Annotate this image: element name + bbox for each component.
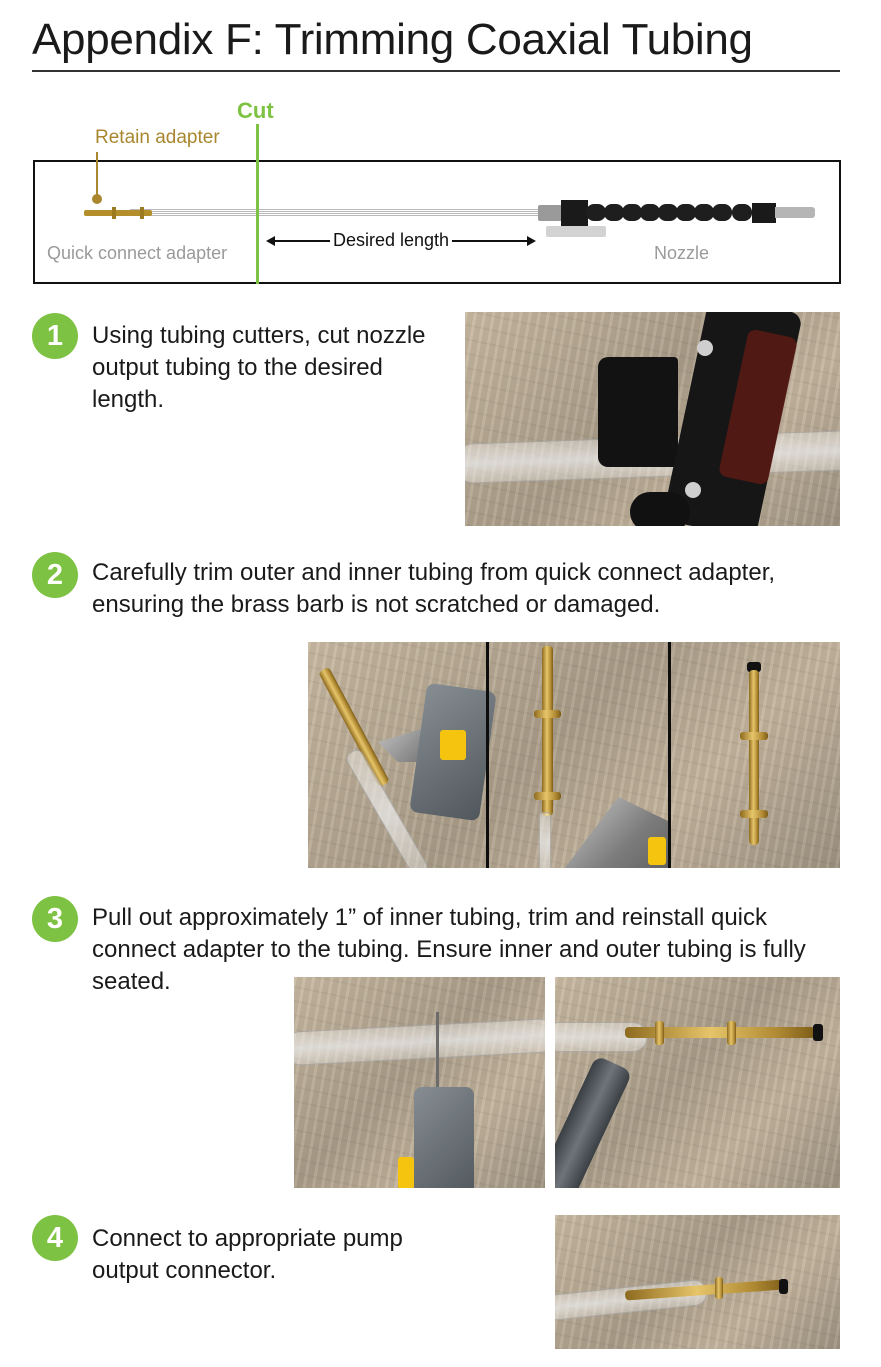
brass-ring [740,732,768,740]
screw-icon [697,340,713,356]
nozzle-end-block [752,203,776,223]
nozzle-label: Nozzle [654,243,710,263]
nozzle-segment [658,204,678,221]
knife-button [398,1157,414,1188]
photo-divider [668,642,671,868]
screw-icon [685,482,701,498]
page-title: Appendix F: Trimming Coaxial Tubing [32,15,753,64]
photo-divider [486,642,489,868]
nozzle-segment [732,204,752,221]
quick-connect-label: Quick connect adapter [47,243,228,263]
brass-barb [625,1027,815,1038]
retain-adapter-label: Retain adapter [95,127,220,148]
step-3-photo-reinstall [555,977,840,1188]
step-2-photo-strip [308,642,840,868]
brass-barb [749,670,759,845]
nozzle-fitting [538,205,562,221]
adapter-ring [112,207,116,219]
adapter-ring [140,207,144,219]
brass-barb [542,646,553,816]
nozzle-mount [546,226,606,237]
arrow-right-icon [527,236,536,246]
knife-button [440,730,466,760]
step-4-text: Connect to appropriate pump output connector. [92,1225,403,1284]
step-4-badge: 4 [32,1215,78,1261]
o-ring [813,1024,823,1041]
step-1-badge: 1 [32,313,78,359]
brass-ring [534,792,561,800]
step-2-badge: 2 [32,552,78,598]
step-1-photo-tubing-cutter [465,312,840,526]
cutter-jaw [598,357,678,467]
step-2-text: Carefully trim outer and inner tubing from quick connect adapter, ensuring the brass barb is not scratched or damaged. [92,559,776,618]
brass-ring [727,1021,736,1045]
utility-knife-handle [414,1087,474,1188]
nozzle-block [561,200,588,226]
step-3-text: Pull out approximately 1” of inner tubing, trim and reinstall quick connect adapter to the tubing. Ensure inner and outer tubing is fully seated. [92,904,806,995]
nozzle-segment [586,204,606,221]
nozzle-segment [622,204,642,221]
step-3-badge: 3 [32,896,78,942]
cut-line [256,124,259,284]
nozzle-segment [604,204,624,221]
retain-leader-dot [92,194,102,204]
cut-label: Cut [237,98,274,123]
brass-ring [715,1277,723,1299]
nozzle-segment [676,204,696,221]
nozzle-segment [712,204,732,221]
nozzle-tip [775,207,815,218]
nozzle-segment [694,204,714,221]
step-3-photo-trim-inner [294,977,545,1188]
brass-ring [534,710,561,718]
cutter-base [630,492,690,526]
nozzle-segment [640,204,660,221]
step-4-photo-connect [555,1215,840,1349]
tool-handle [555,1055,633,1188]
retain-leader-line [96,152,98,196]
clear-tubing [294,1018,545,1066]
step-1-text: Using tubing cutters, cut nozzle output tubing to the desired length. [92,322,426,413]
coaxial-tube [130,209,540,217]
desired-length-label: Desired length [330,230,452,251]
title-divider [32,70,840,72]
brass-ring [740,810,768,818]
knife-button [648,837,666,865]
clear-tubing [539,812,551,868]
desired-length-arrow [266,230,536,250]
brass-ring [655,1021,664,1045]
diagram-frame [33,160,841,284]
o-ring [779,1279,788,1294]
